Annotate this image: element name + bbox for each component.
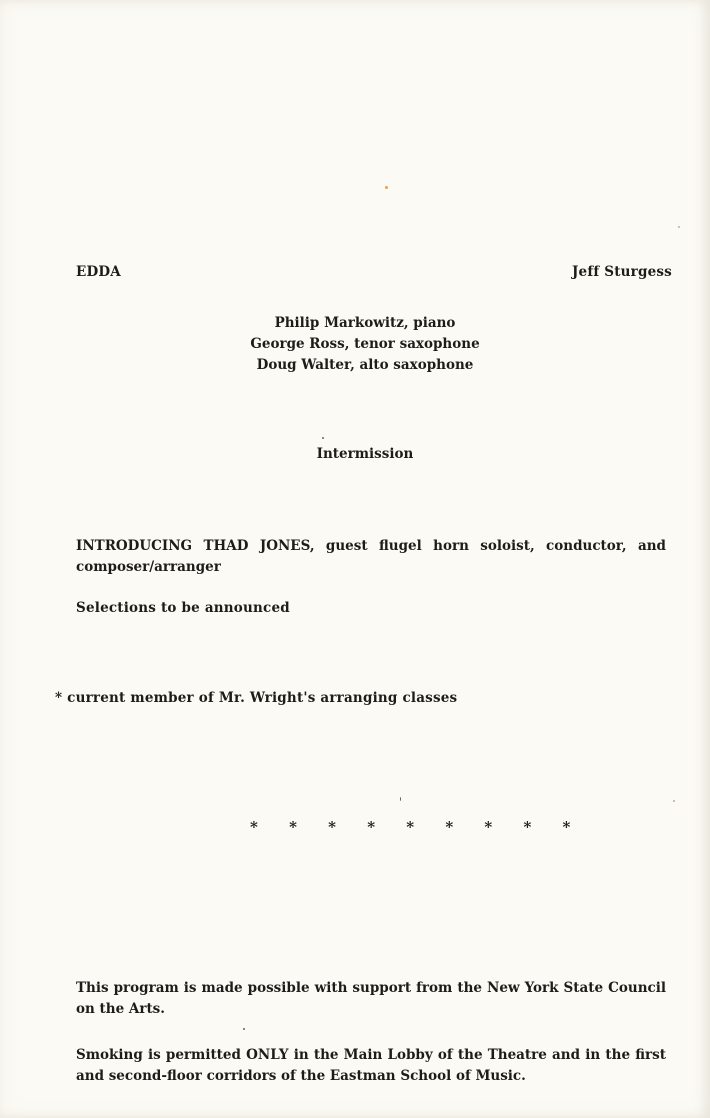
introducing-paragraph: INTRODUCING THAD JONES, guest flugel horn soloist, conductor, and composer/arranger: [76, 538, 666, 575]
support-paragraph: This program is made possible with support from the New York State Council on the Arts.: [76, 980, 666, 1017]
smoking-paragraph: Smoking is permitted ONLY in the Main Lobby of the Theatre and in the first and second-floor corridors of the Eastman School of Music.: [76, 1047, 666, 1084]
paper-speck: [400, 797, 401, 801]
footnote: * current member of Mr. Wright's arranging classes: [55, 690, 458, 706]
performer-list: [200, 313, 530, 376]
paper-speck: [322, 437, 324, 439]
paper-speck: [243, 1028, 245, 1030]
paper-speck: [385, 186, 388, 189]
composer-name: Jeff Sturgess: [571, 264, 672, 280]
asterisk-separator: * * * * * * * * *: [250, 818, 584, 836]
selections-note: Selections to be announced: [76, 600, 290, 616]
paper-speck: [673, 800, 675, 802]
performer-piano: Philip Markowitz, piano: [274, 315, 456, 331]
piece-title: EDDA: [76, 264, 121, 280]
performer-tenor-sax: George Ross, tenor saxophone: [250, 336, 480, 352]
intermission-heading: Intermission: [316, 446, 414, 462]
performer-alto-sax: Doug Walter, alto saxophone: [256, 357, 474, 373]
paper-speck: [678, 226, 680, 228]
